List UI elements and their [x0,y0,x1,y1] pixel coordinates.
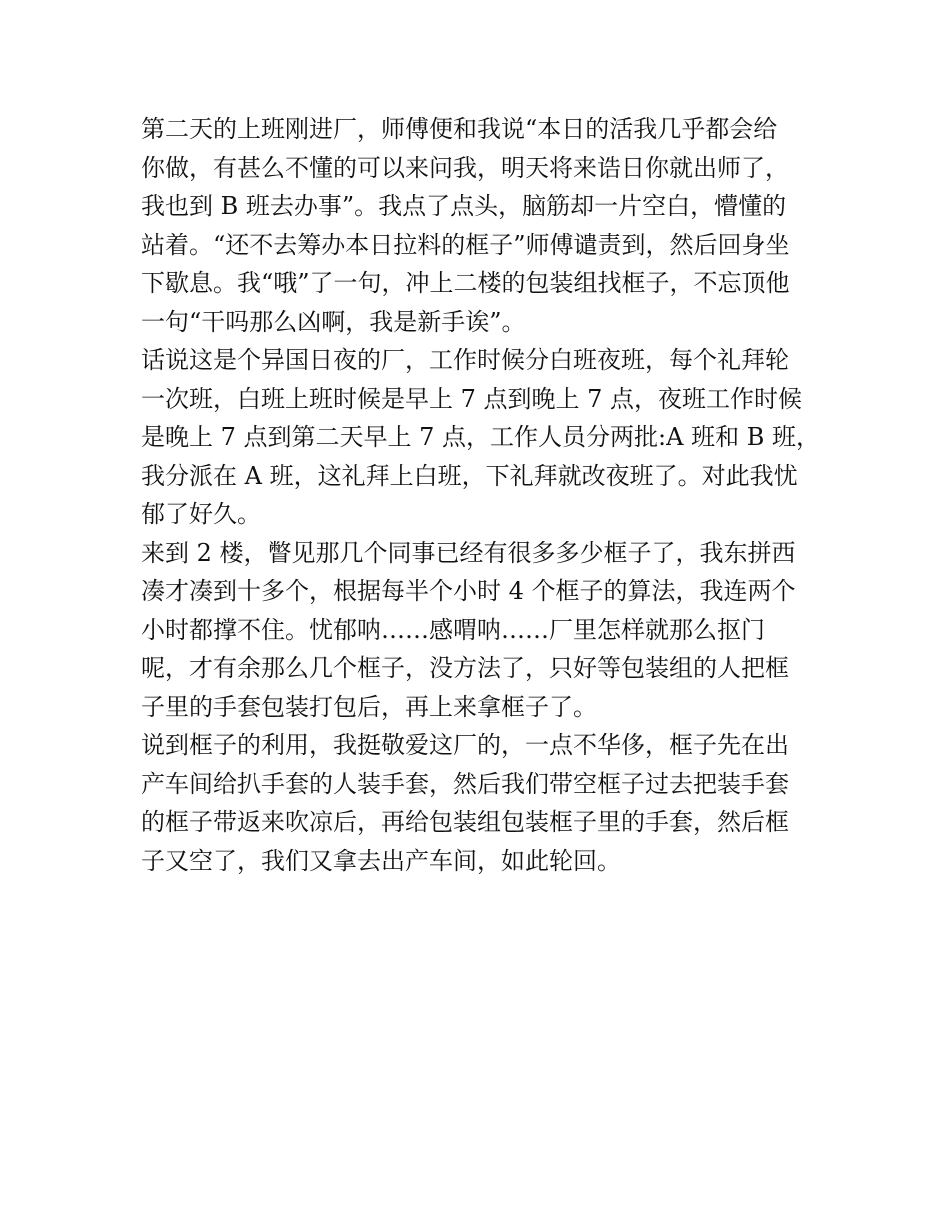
text-line: 一句“干吗那么凶啊，我是新手诶”。 [141,307,526,336]
paragraph-4 [141,726,821,880]
text-line: 我也到 B 班去办事”。我点了点头，脑筋却一片空白，懵懂的 [141,192,787,220]
paragraph-1 [141,110,821,341]
text-line: 我分派在 A 班，这礼拜上白班，下礼拜就改夜班了。对此我忧 [141,461,798,490]
text-line: 话说这是个异国日夜的厂，工作时候分白班夜班，每个礼拜轮 [141,346,789,374]
text-line: 说到框子的利用，我挺敬爱这厂的，一点不华侈，框子先在出 [141,731,789,759]
text-line: 你做，有甚么不懂的可以来问我，明天将来诰日你就出师了， [141,153,789,182]
text-line: 是晚上 7 点到第二天早上 7 点，工作人员分两批:A 班和 B 班， [141,423,820,451]
text-line: 下歇息。我“哦”了一句，冲上二楼的包装组找框子，不忘顶他 [141,269,790,297]
text-line: 来到 2 楼，瞥见那几个同事已经有很多多少框子了，我东拼西 [141,538,796,567]
text-line: 的框子带返来吹凉后，再给包装组包装框子里的手套，然后框 [141,808,789,836]
text-line: 郁了好久。 [141,500,261,528]
text-line: 产车间给扒手套的人装手套，然后我们带空框子过去把装手套 [141,769,789,798]
document-body [141,110,821,880]
text-line: 子又空了，我们又拿去出产车间，如此轮回。 [141,846,621,875]
text-line: 凑才凑到十多个，根据每半个小时 4 个框子的算法，我连两个 [141,577,796,605]
text-line: 站着。“还不去筹办本日拉料的框子”师傅谴责到，然后回身坐 [141,230,790,259]
paragraph-3 [141,534,821,727]
text-line: 子里的手套包装打包后，再上来拿框子了。 [141,692,597,721]
text-line: 一次班，白班上班时候是早上 7 点到晚上 7 点，夜班工作时候 [141,384,803,413]
text-line: 小时都撑不住。忧郁呐……感喟呐……厂里怎样就那么抠门 [141,615,765,644]
paragraph-2 [141,341,821,534]
text-line: 第二天的上班刚进厂，师傅便和我说“本日的活我几乎都会给 [141,115,778,143]
text-line: 呢，才有余那么几个框子，没方法了，只好等包装组的人把框 [141,654,789,682]
